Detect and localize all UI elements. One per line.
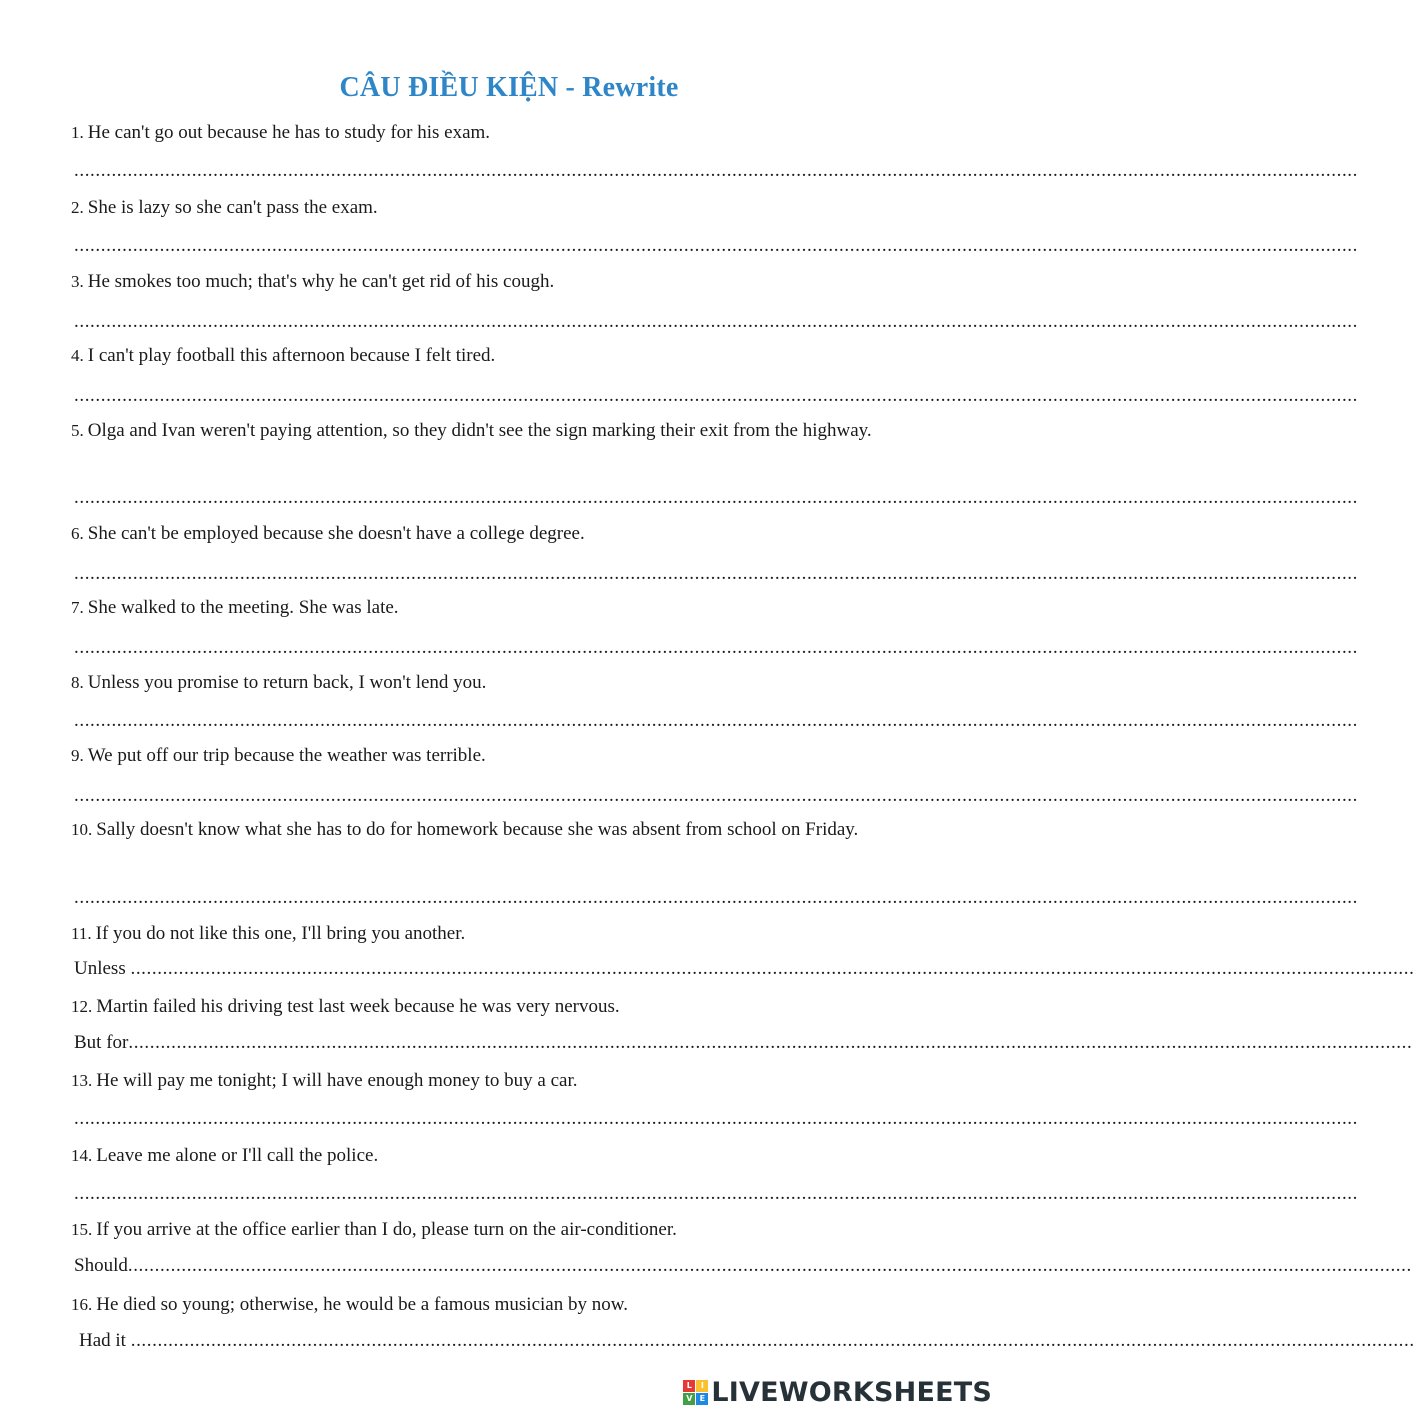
question-16 [71, 1290, 931, 1319]
question-text: He smokes too much; that's why he can't get rid of his cough. [87, 271, 555, 292]
answer-dots: ................................................................................................................................................................................................................................................ [74, 487, 1358, 508]
logo-letter: E [696, 1393, 708, 1405]
question-number: 11. [71, 924, 92, 943]
question-text: Olga and Ivan weren't paying attention, so they didn't see the sign marking their exit from the highway. [87, 420, 872, 441]
question-text: If you do not like this one, I'll bring you another. [95, 923, 466, 944]
logo-letter: L [683, 1380, 695, 1392]
answer-dots: ................................................................................................................................................................................................................................................ [74, 1183, 1358, 1204]
question-15 [71, 1215, 931, 1244]
answer-dots: ................................................................................................................................................................................................................................................ [74, 385, 1358, 406]
answer-line[interactable] [74, 487, 1358, 509]
answer-line[interactable] [74, 1183, 1358, 1205]
question-3 [71, 267, 931, 296]
question-number: 12. [71, 997, 93, 1016]
question-text: He can't go out because he has to study for his exam. [87, 122, 491, 143]
question-text: He died so young; otherwise, he would be a famous musician by now. [96, 1294, 628, 1315]
answer-line[interactable] [74, 160, 1358, 182]
answer-line[interactable] [79, 1330, 1415, 1352]
question-number: 14. [71, 1146, 93, 1165]
question-number: 7. [71, 598, 84, 617]
question-number: 16. [71, 1295, 93, 1314]
logo-letter: I [696, 1380, 708, 1392]
question-9 [71, 741, 931, 770]
answer-line[interactable] [74, 235, 1358, 257]
answer-dots: ................................................................................................................................................................................................................................................ [74, 887, 1358, 908]
liveworksheets-brand [683, 1374, 992, 1410]
answer-prefix: Should [74, 1255, 128, 1276]
question-13 [71, 1066, 931, 1095]
answer-line[interactable] [74, 785, 1358, 807]
question-number: 3. [71, 272, 84, 291]
question-text: I can't play football this afternoon because I felt tired. [87, 345, 496, 366]
question-text: Martin failed his driving test last week because he was very nervous. [96, 996, 620, 1017]
answer-line[interactable] [74, 385, 1358, 407]
question-text: Sally doesn't know what she has to do for homework because she was absent from school on Friday. [96, 819, 859, 840]
answer-line[interactable] [74, 1108, 1358, 1130]
answer-dots: ................................................................................................................................................................................................................................................ [74, 637, 1358, 658]
question-6 [71, 519, 931, 548]
answer-dots: ................................................................................................................................................................................................................................................ [74, 563, 1358, 584]
question-text: We put off our trip because the weather was terrible. [87, 745, 486, 766]
answer-dots: ................................................................................................................................................................................................................................................ [74, 160, 1358, 181]
question-number: 4. [71, 346, 84, 365]
question-8 [71, 668, 931, 697]
answer-line[interactable] [74, 563, 1358, 585]
answer-dots: ................................................................................................................................................................................................................................................ [74, 235, 1358, 256]
answer-line[interactable] [74, 1032, 1413, 1054]
question-text: She walked to the meeting. She was late. [87, 597, 399, 618]
question-10 [71, 815, 931, 844]
liveworksheets-logo-icon [683, 1380, 708, 1405]
question-14 [71, 1141, 931, 1170]
question-text: If you arrive at the office earlier than I do, please turn on the air-conditioner. [96, 1219, 677, 1240]
question-text: She is lazy so she can't pass the exam. [87, 197, 378, 218]
answer-dots: ................................................................................................................................................................................................................................................ [74, 1108, 1358, 1129]
answer-line[interactable] [74, 958, 1415, 980]
answer-line[interactable] [74, 637, 1358, 659]
answer-line[interactable] [74, 887, 1358, 909]
question-text: Leave me alone or I'll call the police. [96, 1145, 379, 1166]
answer-dots: ................................................................................................................................................................................................................................................ [130, 1330, 1415, 1351]
question-1 [71, 118, 931, 147]
question-number: 5. [71, 421, 84, 440]
answer-line[interactable] [74, 1255, 1412, 1277]
question-2 [71, 193, 931, 222]
question-text: She can't be employed because she doesn't have a college degree. [87, 523, 585, 544]
answer-dots: ................................................................................................................................................................................................................................................ [127, 1255, 1412, 1276]
answer-dots: ................................................................................................................................................................................................................................................ [74, 785, 1358, 806]
answer-dots: ................................................................................................................................................................................................................................................ [74, 311, 1358, 332]
question-4 [71, 341, 931, 370]
brand-name: LIVEWORKSHEETS [711, 1376, 992, 1408]
logo-letter: V [683, 1393, 695, 1405]
question-text: Unless you promise to return back, I won't lend you. [87, 672, 487, 693]
question-5 [71, 416, 931, 445]
question-number: 8. [71, 673, 84, 692]
question-11 [71, 919, 931, 948]
answer-prefix: Unless [74, 958, 131, 979]
question-number: 1. [71, 123, 84, 142]
question-number: 13. [71, 1071, 93, 1090]
answer-prefix: But for [74, 1032, 129, 1053]
answer-prefix: Had it [79, 1330, 131, 1351]
answer-dots: ................................................................................................................................................................................................................................................ [130, 958, 1415, 979]
answer-line[interactable] [74, 311, 1358, 333]
question-number: 10. [71, 820, 93, 839]
question-number: 15. [71, 1220, 93, 1239]
answer-line[interactable] [74, 710, 1358, 732]
question-7 [71, 593, 931, 622]
question-number: 9. [71, 746, 84, 765]
question-number: 2. [71, 198, 84, 217]
question-12 [71, 992, 931, 1021]
answer-dots: ................................................................................................................................................................................................................................................ [74, 710, 1358, 731]
question-text: He will pay me tonight; I will have enough money to buy a car. [96, 1070, 578, 1091]
answer-dots: ................................................................................................................................................................................................................................................ [128, 1032, 1413, 1053]
question-number: 6. [71, 524, 84, 543]
page-title: CÂU ĐIỀU KIỆN - Rewrite [339, 72, 679, 103]
